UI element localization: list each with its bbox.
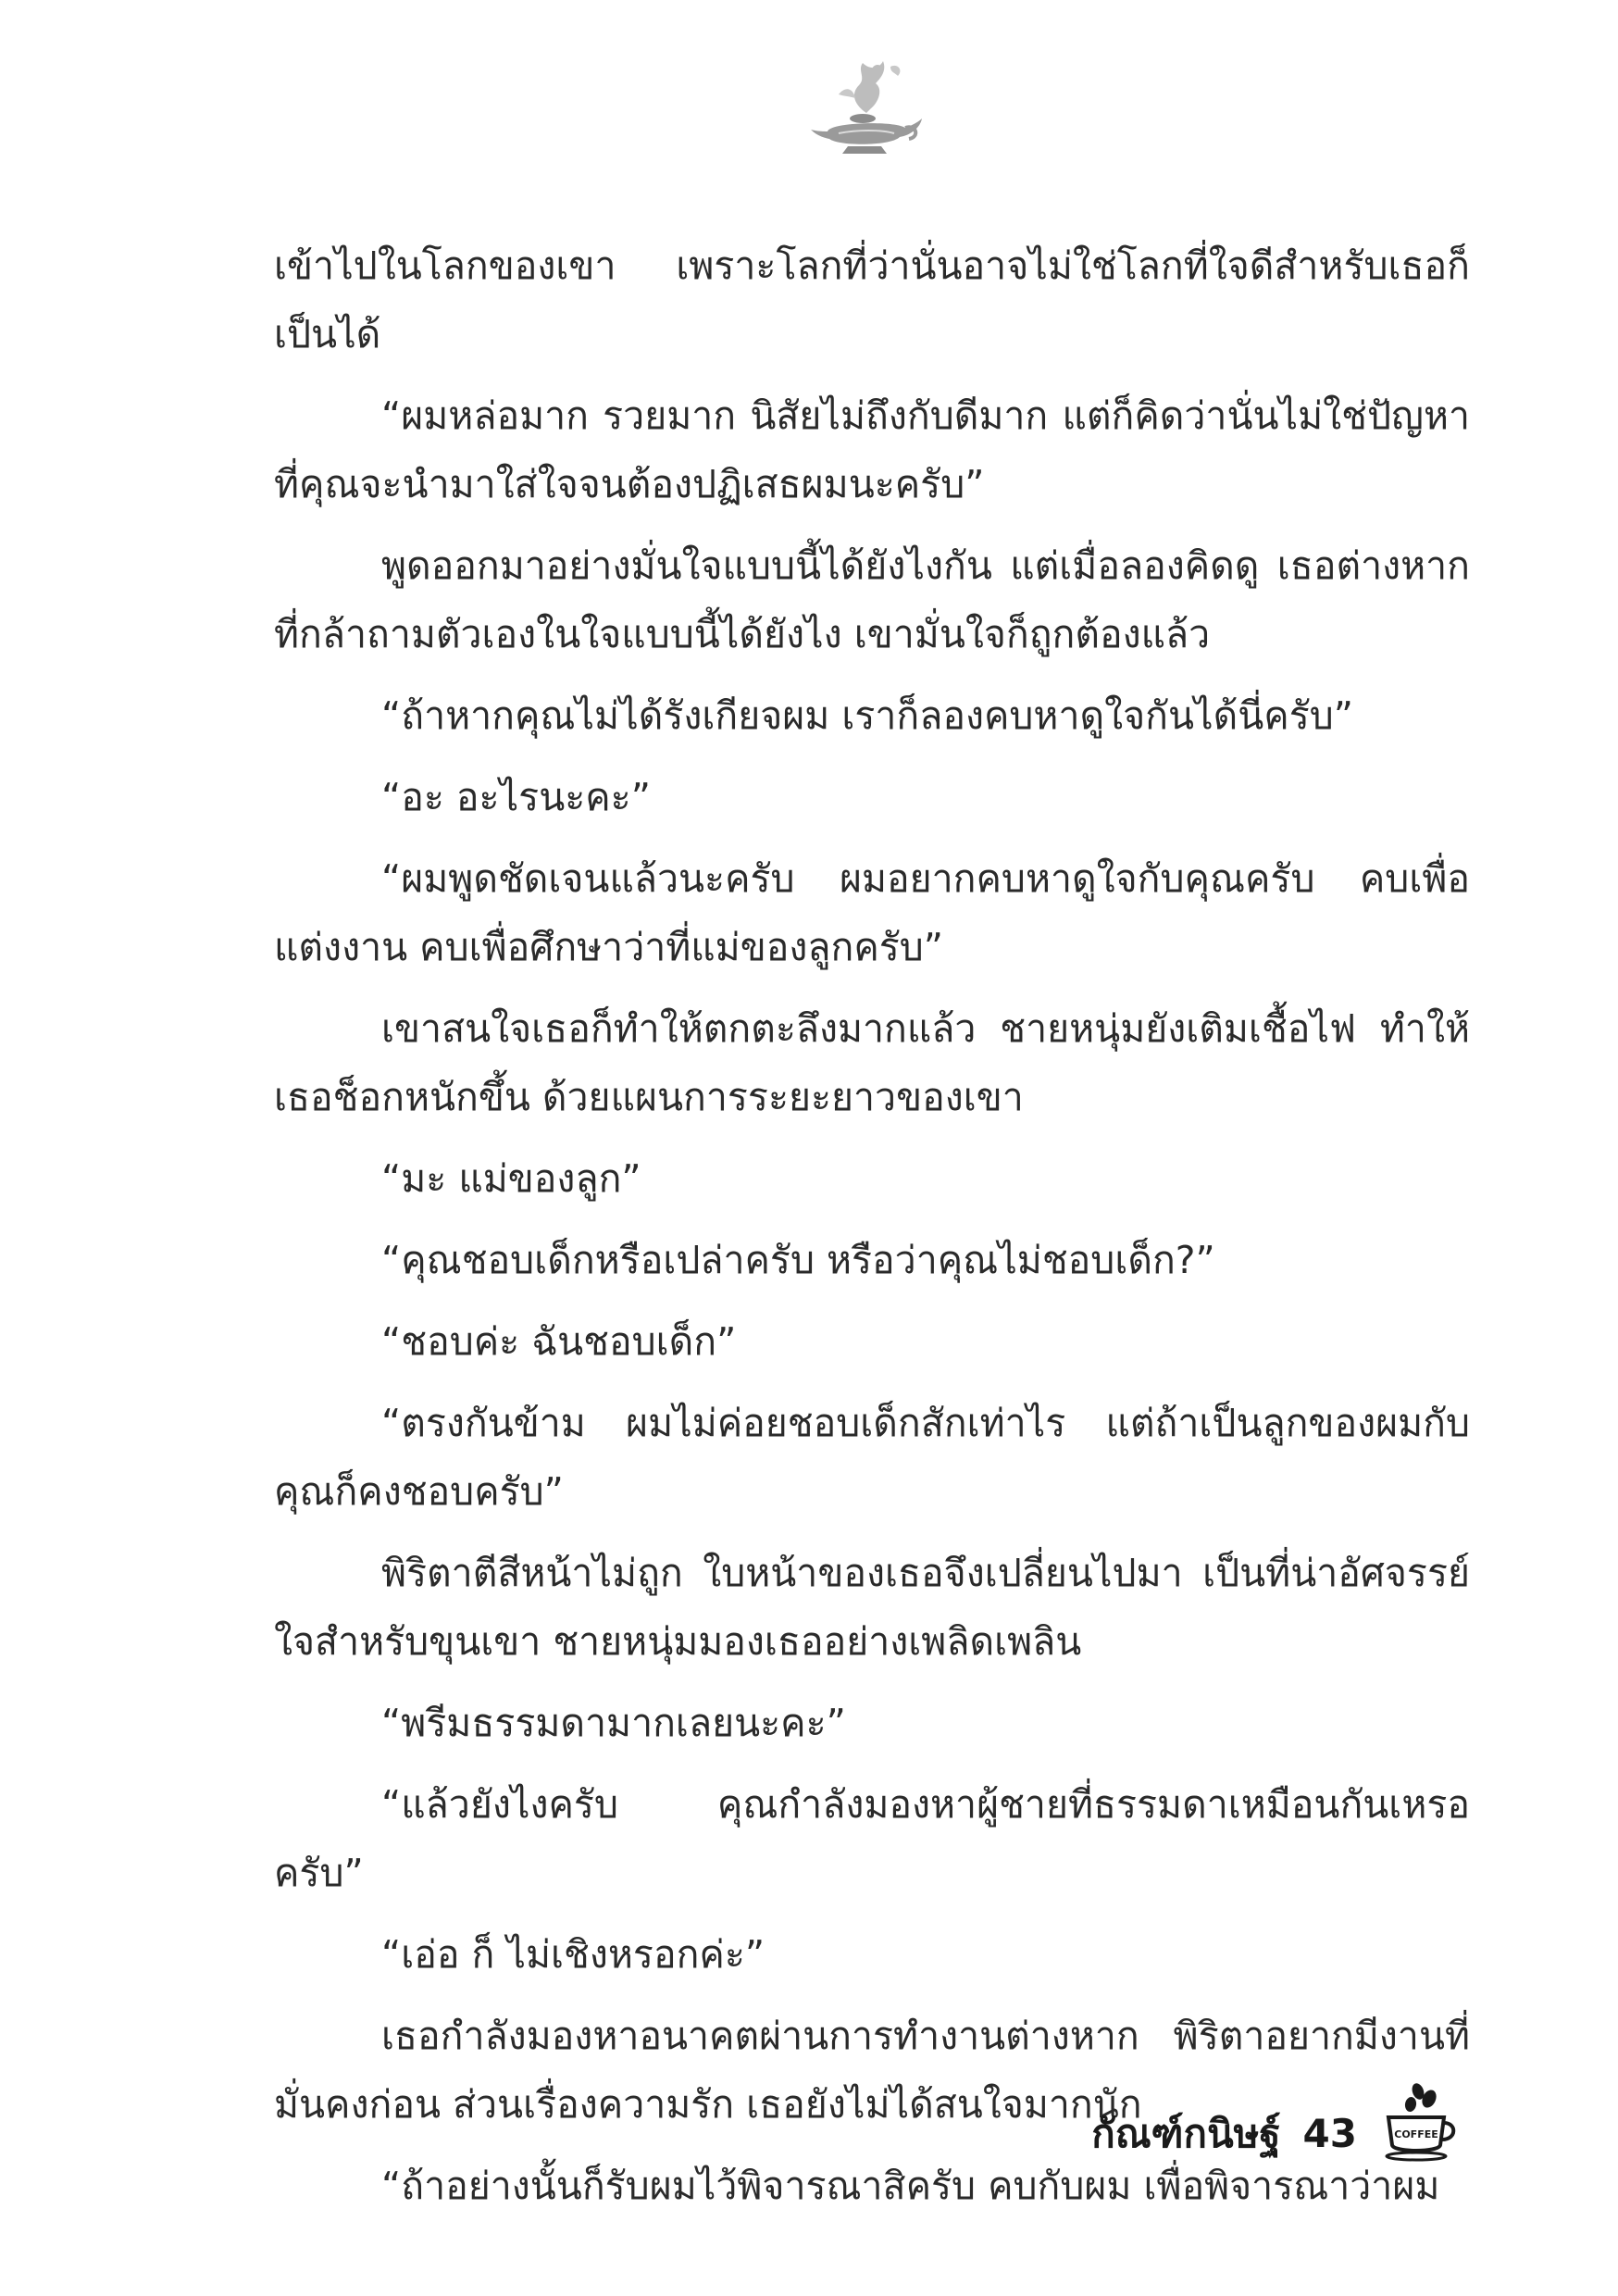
paragraph: เธอกำลังมองหาอนาคตผ่านการทำงานต่างหาก พิริตาอยากมีงานที่มั่นคงก่อน ส่วนเรื่องความรัก เธอยังไม่ได้สนใจมากนัก xyxy=(274,2014,1470,2127)
paragraph: พูดออกมาอย่างมั่นใจแบบนี้ได้ยังไงกัน แต่เมื่อลองคิดดู เธอต่างหากที่กล้าถามตัวเองในใจแบบนี้ได้ยังไง เขามั่นใจก็ถูกต้องแล้ว xyxy=(274,543,1470,656)
genie-lamp-icon xyxy=(802,57,926,159)
paragraph: “ผมพูดชัดเจนแล้วนะครับ ผมอยากคบหาดูใจกับคุณครับ คบเพื่อแต่งงาน คบเพื่อศึกษาว่าที่แม่ของลูกครับ” xyxy=(274,856,1470,969)
author-name: กัณฑ์กนิษฐ์ xyxy=(1091,2111,1281,2156)
paragraph: “แล้วยังไงครับ คุณกำลังมองหาผู้ชายที่ธรรมดาเหมือนกันเหรอครับ” xyxy=(274,1782,1470,1895)
paragraph: “พรีมธรรมดามากเลยนะคะ” xyxy=(381,1701,846,1745)
page-number: 43 xyxy=(1302,2111,1357,2156)
paragraph: “มะ แม่ของลูก” xyxy=(381,1156,641,1201)
paragraph: “ถ้าหากคุณไม่ได้รังเกียจผม เราก็ลองคบหาดูใจกันได้นี่ครับ” xyxy=(381,693,1353,738)
page-footer xyxy=(1091,2078,1462,2162)
paragraph: “อะ อะไรนะคะ” xyxy=(381,775,651,819)
paragraph: “ถ้าอย่างนั้นก็รับผมไว้พิจารณาสิครับ คบกับผม เพื่อพิจารณาว่าผม xyxy=(381,2164,1440,2208)
paragraph: “เอ่อ ก็ ไม่เชิงหรอกค่ะ” xyxy=(381,1932,765,1977)
paragraph: เขาสนใจเธอก็ทำให้ตกตะลึงมากแล้ว ชายหนุ่มยังเติมเชื้อไฟ ทำให้เธอช็อกหนักขึ้น ด้วยแผนการระยะยาวของเขา xyxy=(274,1006,1470,1119)
paragraph: “ตรงกันข้าม ผมไม่ค่อยชอบเด็กสักเท่าไร แต่ถ้าเป็นลูกของผมกับคุณก็คงชอบครับ” xyxy=(274,1401,1470,1514)
coffee-label: COFFEE xyxy=(1394,2128,1438,2140)
paragraph: “ชอบค่ะ ฉันชอบเด็ก” xyxy=(381,1319,737,1364)
paragraph: “ผมหล่อมาก รวยมาก นิสัยไม่ถึงกับดีมาก แต่ก็คิดว่านั่นไม่ใช่ปัญหาที่คุณจะนำมาใส่ใจจนต้องปฏิเสธผมนะครับ” xyxy=(274,393,1470,506)
body-text xyxy=(274,231,1470,2233)
paragraph: “คุณชอบเด็กหรือเปล่าครับ หรือว่าคุณไม่ชอบเด็ก?” xyxy=(381,1238,1215,1282)
paragraph: เข้าไปในโลกของเขา เพราะโลกที่ว่านั่นอาจไม่ใช่โลกที่ใจดีสำหรับเธอก็เป็นได้ xyxy=(274,243,1470,356)
coffee-cup-icon xyxy=(1379,2078,1462,2162)
paragraph: พิริตาตีสีหน้าไม่ถูก ใบหน้าของเธอจึงเปลี่ยนไปมา เป็นที่น่าอัศจรรย์ใจสำหรับขุนเขา ชายหนุ่มมองเธออย่างเพลิดเพลิน xyxy=(274,1551,1470,1664)
